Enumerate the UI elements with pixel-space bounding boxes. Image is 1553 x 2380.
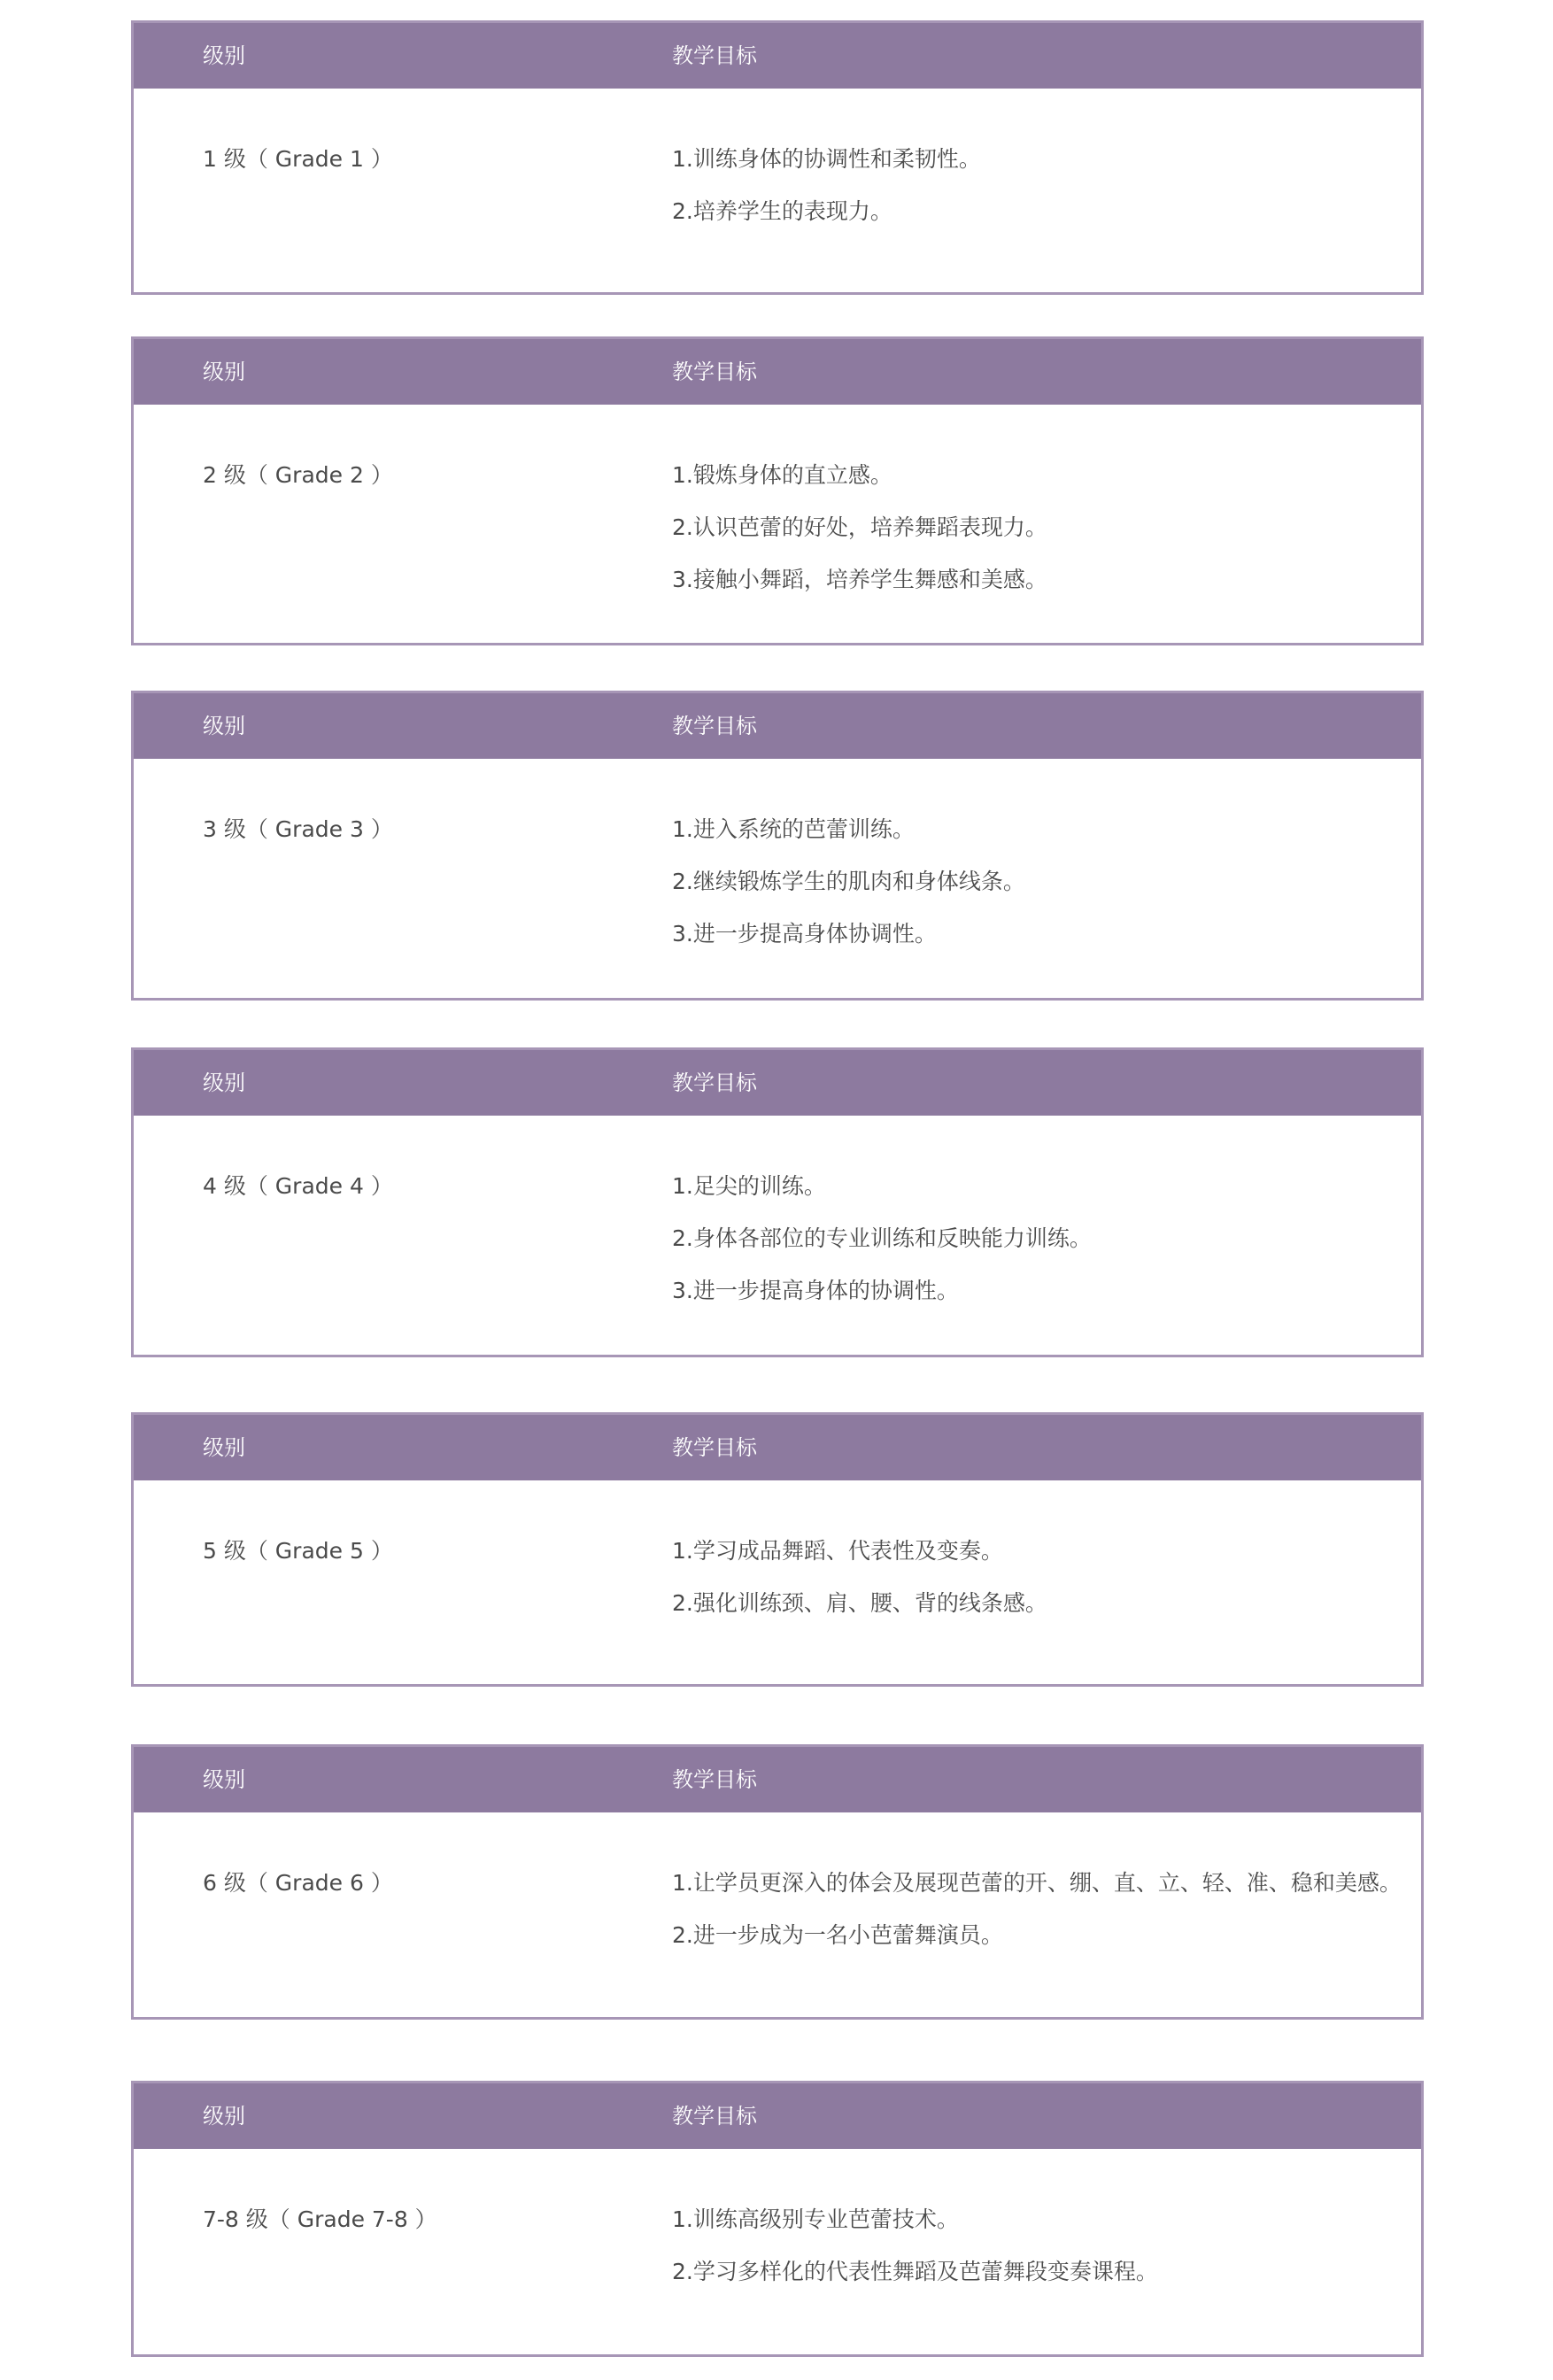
goal-item: 1.训练高级别专业芭蕾技术。 xyxy=(672,2206,959,2232)
grade-table-2 xyxy=(131,336,1424,645)
goal-item: 1.足尖的训练。 xyxy=(672,1173,826,1199)
table-header xyxy=(134,339,1421,405)
header-goal-label: 教学目标 xyxy=(672,714,757,738)
header-goal-label: 教学目标 xyxy=(672,1435,757,1460)
goal-item: 1.锻炼身体的直立感。 xyxy=(672,462,892,488)
goal-item: 2.强化训练颈、肩、腰、背的线条感。 xyxy=(672,1590,1047,1616)
grade-table-7 xyxy=(131,2081,1424,2357)
goal-item: 1.训练身体的协调性和柔韧性。 xyxy=(672,146,981,172)
goal-item: 2.认识芭蕾的好处，培养舞蹈表现力。 xyxy=(672,514,1047,540)
goal-item: 2.身体各部位的专业训练和反映能力训练。 xyxy=(672,1225,1092,1251)
grade-level-name: 3 级（ Grade 3 ） xyxy=(203,816,393,842)
table-header xyxy=(134,1415,1421,1480)
grade-table-5 xyxy=(131,1412,1424,1687)
header-goal-label: 教学目标 xyxy=(672,1767,757,1792)
goal-item: 1.学习成品舞蹈、代表性及变奏。 xyxy=(672,1538,1003,1564)
grade-level-name: 6 级（ Grade 6 ） xyxy=(203,1870,393,1896)
header-level-label: 级别 xyxy=(203,1767,245,1792)
goal-list xyxy=(672,1171,1092,1327)
table-header xyxy=(134,1050,1421,1116)
goal-item: 1.进入系统的芭蕾训练。 xyxy=(672,816,915,842)
goal-item: 2.继续锻炼学生的肌肉和身体线条。 xyxy=(672,869,1025,894)
table-header xyxy=(134,1747,1421,1812)
goal-item: 3.进一步提高身体协调性。 xyxy=(672,921,937,947)
grade-table-4 xyxy=(131,1047,1424,1357)
grade-level-name: 1 级（ Grade 1 ） xyxy=(203,146,393,172)
goal-item: 2.学习多样化的代表性舞蹈及芭蕾舞段变奏课程。 xyxy=(672,2259,1158,2284)
header-goal-label: 教学目标 xyxy=(672,43,757,68)
header-goal-label: 教学目标 xyxy=(672,359,757,384)
grade-level-name: 4 级（ Grade 4 ） xyxy=(203,1173,393,1199)
goal-item: 2.进一步成为一名小芭蕾舞演员。 xyxy=(672,1922,1003,1948)
header-level-label: 级别 xyxy=(203,43,245,68)
header-level-label: 级别 xyxy=(203,2104,245,2129)
header-level-label: 级别 xyxy=(203,714,245,738)
goal-item: 2.培养学生的表现力。 xyxy=(672,198,892,224)
goal-list xyxy=(672,1535,1047,1640)
table-header xyxy=(134,2083,1421,2149)
grade-table-1 xyxy=(131,20,1424,295)
goal-list xyxy=(672,460,1047,616)
grade-level-name: 7-8 级（ Grade 7-8 ） xyxy=(203,2206,437,2232)
goal-list xyxy=(672,143,981,248)
table-header xyxy=(134,693,1421,759)
grade-table-6 xyxy=(131,1744,1424,2020)
header-goal-label: 教学目标 xyxy=(672,2104,757,2129)
table-header xyxy=(134,23,1421,89)
goal-list xyxy=(672,2204,1158,2308)
goal-item: 1.让学员更深入的体会及展现芭蕾的开、绷、直、立、轻、准、稳和美感。 xyxy=(672,1870,1402,1896)
goal-item: 3.进一步提高身体的协调性。 xyxy=(672,1278,959,1303)
grade-table-3 xyxy=(131,691,1424,1001)
header-level-label: 级别 xyxy=(203,1435,245,1460)
goal-list xyxy=(672,1867,1402,1972)
goal-list xyxy=(672,814,1025,970)
header-goal-label: 教学目标 xyxy=(672,1070,757,1095)
goal-item: 3.接触小舞蹈，培养学生舞感和美感。 xyxy=(672,567,1047,592)
grade-level-name: 5 级（ Grade 5 ） xyxy=(203,1538,393,1564)
grade-level-name: 2 级（ Grade 2 ） xyxy=(203,462,393,488)
header-level-label: 级别 xyxy=(203,359,245,384)
header-level-label: 级别 xyxy=(203,1070,245,1095)
